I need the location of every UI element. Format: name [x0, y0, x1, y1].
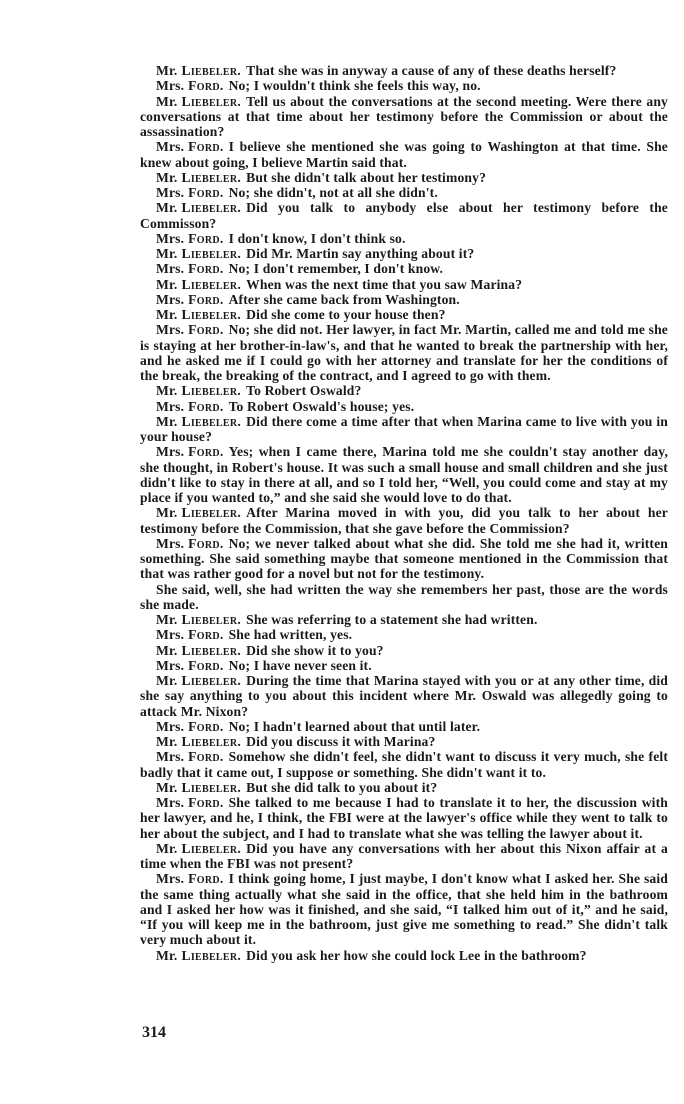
paragraph-text: When was the next time that you saw Marina?: [246, 276, 523, 292]
speaker-title: Mr.: [156, 383, 178, 399]
speaker-name: Ford.: [188, 322, 224, 338]
paragraph-text: I believe she mentioned she was going to Washington at that time. She knew about going, I believe Martin said that.: [140, 139, 668, 170]
testimony-paragraph: [140, 948, 668, 963]
speaker-title: Mrs.: [156, 185, 185, 200]
testimony-paragraph: [140, 78, 668, 93]
testimony-paragraph: [140, 292, 668, 307]
testimony-paragraph: [140, 231, 668, 246]
paragraph-text: No; we never talked about what she did. She told me she had it, written something. She said something maybe that someone mentioned in the Commission that that was rather good for a novel but not for the testimony.: [140, 535, 668, 582]
speaker-name: Ford.: [188, 261, 224, 277]
testimony-paragraph: [140, 643, 668, 658]
testimony-paragraph: [140, 871, 668, 947]
speaker-name: Liebeler.: [181, 93, 242, 109]
speaker-name: Ford.: [188, 444, 224, 460]
paragraph-text: Did she come to your house then?: [246, 307, 446, 322]
speaker-name: Liebeler.: [181, 734, 242, 749]
paragraph-text: Did Mr. Martin say anything about it?: [246, 246, 475, 261]
paragraph-text: To Robert Oswald?: [246, 383, 362, 399]
testimony-paragraph: [140, 322, 668, 383]
speaker-title: Mrs.: [156, 657, 185, 673]
speaker-name: Ford.: [188, 871, 224, 887]
speaker-name: Ford.: [188, 398, 224, 414]
speaker-name: Liebeler.: [181, 779, 242, 795]
paragraph-text: Did you discuss it with Marina?: [246, 734, 436, 749]
speaker-name: Liebeler.: [181, 673, 242, 688]
speaker-name: Liebeler.: [181, 505, 242, 521]
speaker-title: Mrs.: [156, 627, 185, 643]
paragraph-text: No; I wouldn't think she feels this way, no.: [228, 78, 481, 94]
speaker-title: Mr.: [156, 169, 178, 185]
speaker-name: Ford.: [188, 627, 224, 643]
paragraph-text: No; I don't remember, I don't know.: [228, 261, 444, 277]
speaker-title: Mr.: [156, 93, 178, 109]
speaker-title: Mrs.: [156, 230, 185, 246]
testimony-paragraph: [140, 582, 668, 613]
paragraph-text: No; I have never seen it.: [228, 657, 372, 673]
testimony-paragraph: [140, 795, 668, 841]
testimony-paragraph: [140, 383, 668, 398]
testimony-paragraph: [140, 627, 668, 642]
transcript-body: [140, 63, 668, 963]
speaker-name: Liebeler.: [181, 947, 242, 963]
paragraph-text: That she was in anyway a cause of any of these deaths herself?: [246, 63, 617, 78]
speaker-title: Mrs.: [156, 444, 185, 460]
speaker-title: Mrs.: [156, 291, 185, 307]
testimony-paragraph: [140, 277, 668, 292]
paragraph-text: But she did talk to you about it?: [246, 779, 438, 795]
speaker-title: Mrs.: [156, 261, 185, 277]
speaker-name: Liebeler.: [181, 276, 242, 292]
testimony-paragraph: [140, 139, 668, 170]
speaker-name: Liebeler.: [181, 200, 242, 216]
testimony-paragraph: [140, 399, 668, 414]
speaker-title: Mrs.: [156, 78, 185, 94]
speaker-title: Mrs.: [156, 322, 185, 338]
speaker-title: Mr.: [156, 840, 178, 856]
speaker-name: Liebeler.: [181, 307, 242, 322]
speaker-title: Mr.: [156, 734, 178, 749]
paragraph-text: No; I hadn't learned about that until later.: [228, 718, 481, 734]
paragraph-text: She had written, yes.: [228, 627, 353, 643]
speaker-title: Mr.: [156, 947, 178, 963]
testimony-paragraph: [140, 780, 668, 795]
paragraph-text: Tell us about the conversations at the second meeting. Were there any conversations at that time about her testimony before the Commission or about the assassination?: [140, 93, 668, 139]
speaker-name: Liebeler.: [181, 169, 242, 185]
testimony-paragraph: [140, 612, 668, 627]
paragraph-text: Did there come a time after that when Marina came to live with you in your house?: [140, 413, 668, 444]
speaker-name: Ford.: [188, 185, 224, 200]
paragraph-text: She talked to me because I had to translate it to her, the discussion with her lawyer, and he, I think, the FBI were at the lawyer's office while they went to talk to her about the subject, and I had to translate what she was telling the lawyer about it.: [140, 795, 668, 841]
testimony-paragraph: [140, 734, 668, 749]
speaker-name: Ford.: [188, 795, 224, 810]
speaker-name: Ford.: [188, 749, 224, 765]
speaker-title: Mr.: [156, 413, 178, 429]
testimony-paragraph: [140, 246, 668, 261]
speaker-title: Mr.: [156, 612, 178, 627]
testimony-paragraph: [140, 414, 668, 445]
paragraph-text: Did you have any conversations with her about this Nixon affair at a time when the FBI was not present?: [140, 840, 668, 871]
testimony-paragraph: [140, 673, 668, 719]
speaker-name: Ford.: [188, 657, 224, 673]
testimony-paragraph: [140, 63, 668, 78]
testimony-paragraph: [140, 749, 668, 780]
speaker-name: Ford.: [188, 718, 224, 734]
testimony-paragraph: [140, 170, 668, 185]
paragraph-text: But she didn't talk about her testimony?: [246, 169, 487, 185]
speaker-name: Liebeler.: [181, 413, 242, 429]
paragraph-text: No; she did not. Her lawyer, in fact Mr. Martin, called me and told me she is staying at her brother-in-law's, and that he wanted to break the partnership with her, and he asked me if I could go with her attorney and translate for her the conditions of the break, the breaking of the contract, and I agreed to go with them.: [140, 322, 668, 383]
paragraph-text: After she came back from Washington.: [228, 291, 460, 307]
testimony-paragraph: [140, 505, 668, 536]
paragraph-text: Yes; when I came there, Marina told me she couldn't stay another day, she thought, in Robert's house. It was such a small house and small children and she just didn't like to stay in there at all, and so I told her, “Well, you could come and stay at my place if you wanted to,” and she said she would love to do that.: [140, 444, 668, 505]
paragraph-text: After Marina moved in with you, did you talk to her about her testimony before the Commission, that she gave before the Commission?: [140, 505, 668, 536]
speaker-name: Liebeler.: [181, 642, 242, 658]
speaker-title: Mrs.: [156, 139, 185, 155]
paragraph-text: Did you talk to anybody else about her testimony before the Commisson?: [140, 200, 668, 231]
testimony-paragraph: [140, 444, 668, 505]
speaker-title: Mrs.: [156, 398, 185, 414]
speaker-title: Mr.: [156, 505, 178, 521]
speaker-title: Mr.: [156, 307, 178, 322]
speaker-title: Mr.: [156, 779, 178, 795]
testimony-paragraph: [140, 94, 668, 140]
speaker-title: Mr.: [156, 246, 178, 261]
speaker-title: Mr.: [156, 642, 178, 658]
paragraph-text: During the time that Marina stayed with you or at any other time, did she say anything to you about this incident where Mr. Oswald was allegedly going to attack Mr. Nixon?: [140, 673, 668, 719]
testimony-paragraph: [140, 261, 668, 276]
speaker-title: Mrs.: [156, 749, 185, 765]
paragraph-text: I don't know, I don't think so.: [228, 230, 406, 246]
paragraph-text: I think going home, I just maybe, I don't know what I asked her. She said the same thing actually what she said in the office, that she held him in the bathroom and I asked her how was it finished, and she said, “I talked him out of it,” and he said, “If you will keep me in the bathroom, just give me something to read.” She didn't talk very much about it.: [140, 871, 668, 948]
paragraph-text: She was referring to a statement she had written.: [246, 612, 538, 627]
testimony-paragraph: [140, 658, 668, 673]
testimony-paragraph: [140, 841, 668, 872]
testimony-paragraph: [140, 719, 668, 734]
speaker-name: Liebeler.: [181, 63, 242, 78]
speaker-name: Ford.: [188, 535, 224, 551]
speaker-name: Ford.: [188, 139, 224, 155]
speaker-name: Liebeler.: [181, 612, 242, 627]
speaker-name: Liebeler.: [181, 383, 242, 399]
speaker-title: Mrs.: [156, 795, 185, 810]
paragraph-text: Somehow she didn't feel, she didn't want to discuss it very much, she felt badly that it came out, I suppose or something. She didn't want it to.: [140, 749, 668, 780]
speaker-name: Liebeler.: [181, 840, 242, 856]
speaker-title: Mrs.: [156, 718, 185, 734]
testimony-paragraph: [140, 307, 668, 322]
speaker-name: Ford.: [188, 230, 224, 246]
testimony-paragraph: [140, 200, 668, 231]
speaker-title: Mrs.: [156, 535, 185, 551]
page-number: 314: [142, 1024, 166, 1041]
speaker-name: Ford.: [188, 78, 224, 94]
paragraph-text: To Robert Oswald's house; yes.: [228, 398, 415, 414]
paragraph-text: Did she show it to you?: [246, 642, 384, 658]
paragraph-text: Did you ask her how she could lock Lee in the bathroom?: [246, 947, 587, 963]
speaker-name: Liebeler.: [181, 246, 242, 261]
testimony-paragraph: [140, 536, 668, 582]
speaker-name: Ford.: [188, 291, 224, 307]
speaker-title: Mr.: [156, 200, 178, 216]
speaker-title: Mr.: [156, 673, 178, 688]
paragraph-text: She said, well, she had written the way she remembers her past, those are the words she made.: [140, 581, 668, 612]
testimony-paragraph: [140, 185, 668, 200]
speaker-title: Mr.: [156, 276, 178, 292]
paragraph-text: No; she didn't, not at all she didn't.: [228, 185, 438, 200]
speaker-title: Mrs.: [156, 871, 185, 887]
speaker-title: Mr.: [156, 63, 178, 78]
